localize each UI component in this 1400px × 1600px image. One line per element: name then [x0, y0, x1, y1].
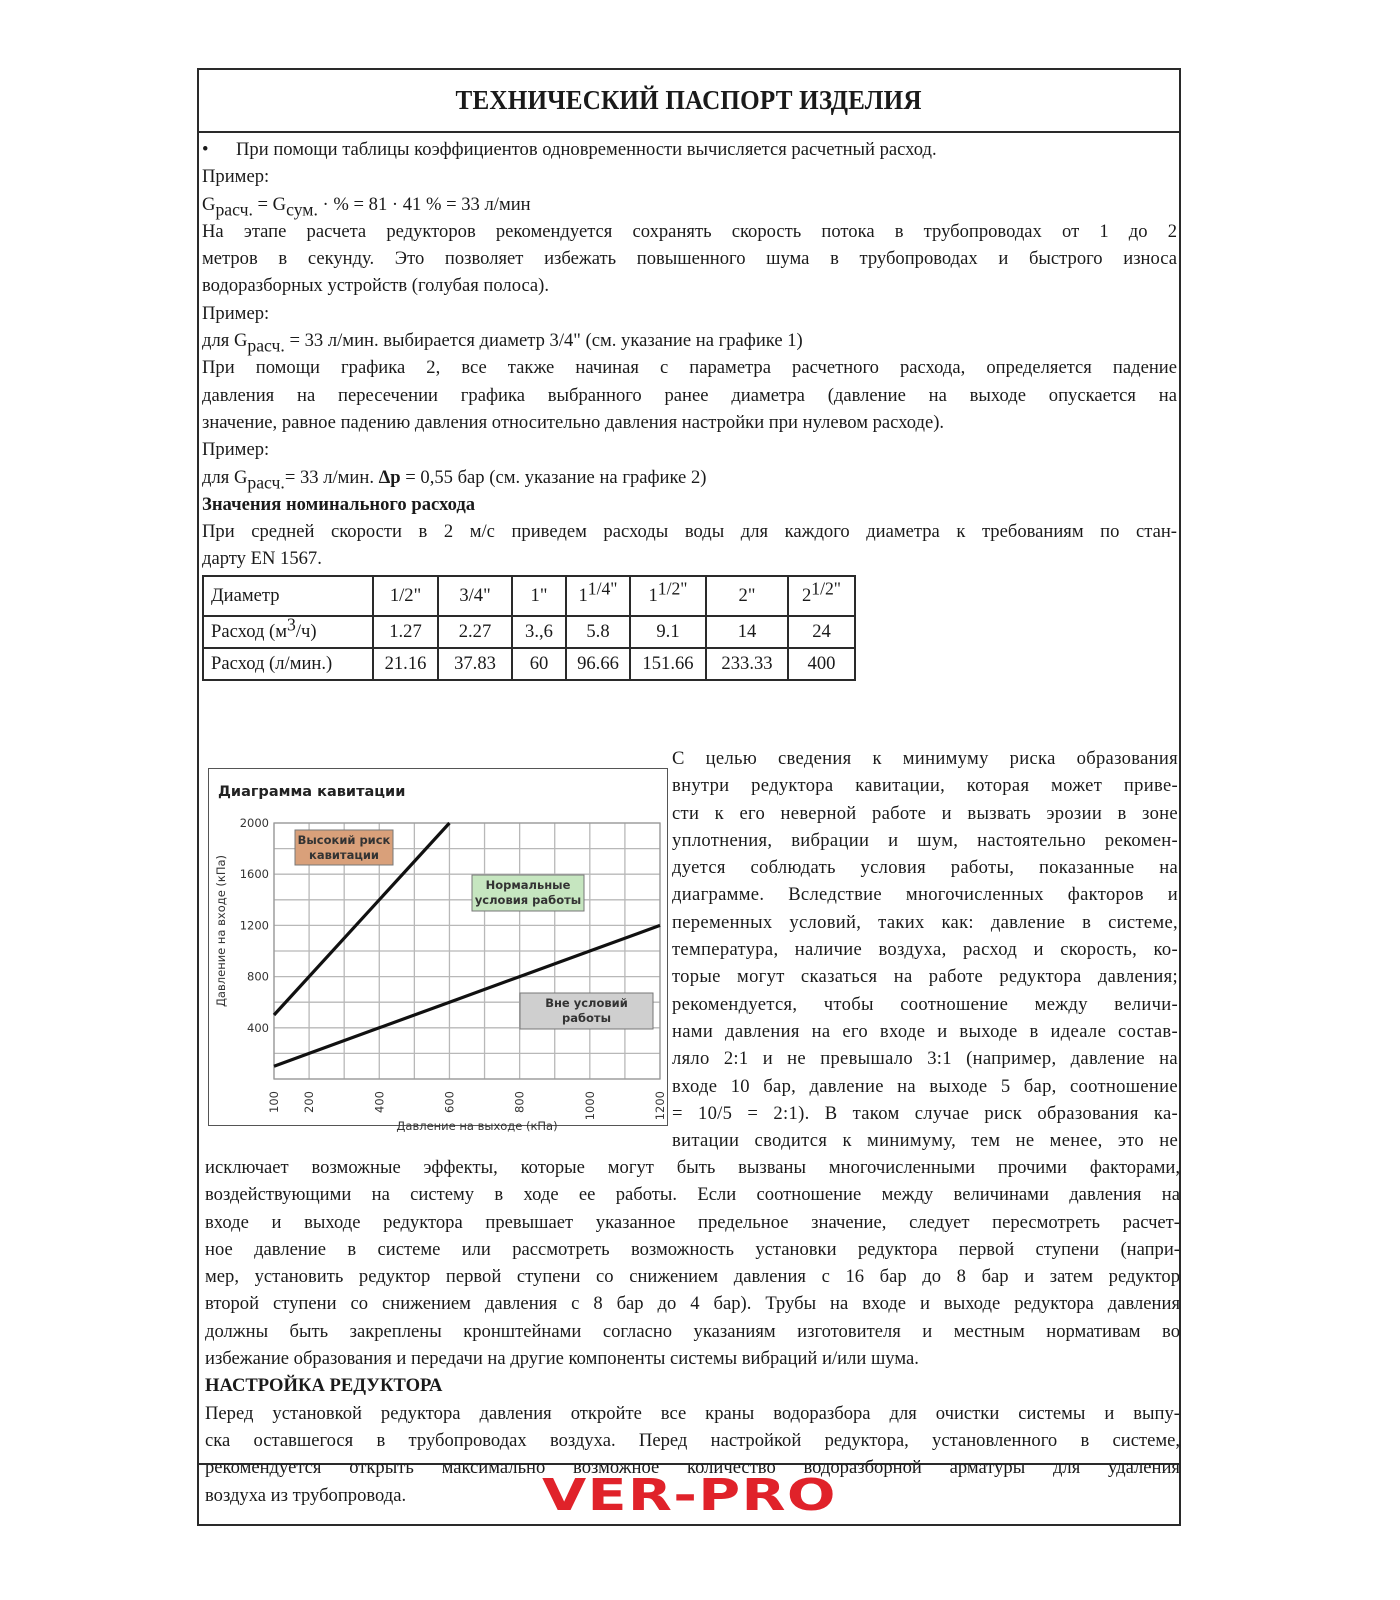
table-cell: 2": [706, 576, 788, 616]
table-cell: 1/2": [373, 576, 438, 616]
page-header: [199, 70, 1179, 133]
cavitation-paragraph-continued: [205, 1154, 1180, 1509]
x-tick-label: 100: [267, 1091, 281, 1113]
page-title: ТЕХНИЧЕСКИЙ ПАСПОРТ ИЗДЕЛИЯ: [455, 85, 923, 115]
annotation-label: Вне условий: [545, 996, 628, 1010]
bottom-text-line: избежание образования и передачи на другие компоненты системы вибраций и/или шума.: [205, 1348, 919, 1370]
table-cell: 1": [512, 576, 566, 616]
table-cell: 5.8: [566, 616, 630, 648]
side-text-line: внутри редуктора кавитации, которая может приве-: [672, 775, 1178, 797]
bullet-icon: •: [202, 139, 209, 160]
side-text-line: входе 10 бар, давление на выходе 5 бар, соотношение: [672, 1075, 1178, 1097]
setup-text-line: рекомендуется открыть максимально возможное количество водоразборной арматуры для удаления: [205, 1457, 1180, 1479]
cavitation-chart-plot: [209, 769, 667, 1133]
x-tick-label: 1000: [582, 1091, 597, 1121]
example-label: Пример:: [202, 302, 270, 324]
nominal-heading: Значения номинального расхода: [202, 493, 476, 515]
speed-paragraph-line-1: На этапе расчета редукторов рекомендуется сохранять скорость потока в трубопроводах от 1 до 2: [202, 220, 1177, 242]
table-cell: 9.1: [630, 616, 706, 648]
y-tick-label: 400: [247, 1020, 269, 1035]
table-header-cell: Расход $(м^3/ч)$: [203, 616, 373, 648]
table-cell: 400: [788, 648, 855, 680]
bottom-text-line: второй ступени со снижением давления с 8 бар до 4 бар). Трубы на входе и выходе редуктора давления: [205, 1293, 1180, 1315]
table-cell: 1.27: [373, 616, 438, 648]
x-tick-label: 1200: [653, 1091, 667, 1121]
example-label: Пример:: [202, 166, 270, 188]
table-cell: 21.16: [373, 648, 438, 680]
setup-text-line: воздуха из трубопровода.: [205, 1484, 407, 1506]
y-tick-label: 1600: [239, 867, 269, 882]
annotation-label: Высокий риск: [297, 833, 391, 847]
x-axis-label: Давление на выходе (кПа): [396, 1119, 558, 1133]
table-header-cell: Диаметр: [203, 576, 373, 616]
annotation-label: Нормальные: [485, 878, 571, 892]
table-cell: 151.66: [630, 648, 706, 680]
table-cell: 14: [706, 616, 788, 648]
table-cell: 233.33: [706, 648, 788, 680]
speed-paragraph-line-2: метров в секунду. Это позволяет избежать повышенного шума в трубопроводах и быстрого износа: [202, 248, 1177, 270]
annotation-label: условия работы: [474, 893, 582, 907]
x-tick-label: 600: [442, 1091, 457, 1113]
x-tick-label: 200: [302, 1091, 317, 1113]
bottom-text-line: ное давление в системе или рассмотреть возможность установки редуктора первой ступени (напри-: [205, 1238, 1180, 1260]
cavitation-paragraph: [672, 745, 1178, 1154]
side-text-line: диаграмме. Вследствие многочисленных факторов и: [672, 884, 1178, 906]
x-tick-label: 800: [512, 1091, 527, 1113]
table-cell: 60: [512, 648, 566, 680]
table-cell: $1^{1/4"}$: [566, 576, 630, 616]
side-text-line: торые могут сказаться на работе редуктора давления;: [672, 966, 1178, 988]
side-text-line: рекомендуется, чтобы соотношение между величи-: [672, 993, 1178, 1015]
table-cell: 3/4": [438, 576, 512, 616]
y-tick-label: 2000: [239, 816, 269, 830]
setup-text-line: Перед установкой редуктора давления откройте все краны водоразбора для очистки системы и выпу-: [205, 1402, 1180, 1424]
annotation-label: кавитации: [309, 848, 379, 862]
nominal-paragraph-line-2: дарту EN 1567.: [202, 548, 322, 570]
setup-heading: НАСТРОЙКА РЕДУКТОРА: [205, 1375, 443, 1397]
bottom-text-line: воздействующими на систему в ходе ее работы. Если соотношение между величинами давления на: [205, 1184, 1180, 1206]
nominal-flow-table: [202, 575, 856, 681]
side-text-line: = 10/5 = 2:1). В таком случае риск образования ка-: [672, 1102, 1178, 1124]
side-text-line: С целью сведения к минимуму риска образования: [672, 748, 1178, 769]
speed-paragraph-line-3: водоразборных устройств (голубая полоса).: [202, 275, 550, 297]
table-row-diameter: [203, 576, 855, 616]
side-text-line: сти к его неверной работе и вызвать эрозии в зоне: [672, 802, 1178, 824]
example-dp-line: для $G_{расч.}= 33$ л/мин. Δp = 0,55 бар (см. указание на графике 2): [202, 466, 707, 493]
table-row-flow-lmin: [203, 648, 855, 680]
graph2-paragraph-line-3: значение, равное падению давления относительно давления настройки при нулевом расходе).: [202, 411, 945, 433]
side-text-line: температура, наличие воздуха, расход и скорость, ко-: [672, 939, 1178, 961]
bottom-text-line: входе и выходе редуктора превышает указанное предельное значение, следует пересмотреть расчет-: [205, 1211, 1180, 1233]
x-tick-label: 400: [372, 1091, 387, 1113]
page-footer: [199, 1463, 1179, 1526]
formula-line: $G_{расч.} = G_{сум.}$ · % = 81 · 41 % = 33 л/мин: [202, 193, 531, 220]
document-page: [197, 68, 1181, 1526]
example-label: Пример:: [202, 439, 270, 461]
table-cell: 3.,6: [512, 616, 566, 648]
side-text-line: уплотнения, вибрации и шум, настоятельно рекомен-: [672, 829, 1178, 851]
side-text-line: переменных условий, таких как: давление в системе,: [672, 911, 1178, 933]
graph2-paragraph-line-1: При помощи графика 2, все также начиная с параметра расчетного расхода, определяется падение: [202, 357, 1177, 379]
example-diameter-line: для $G_{расч.} = 33$ л/мин. выбирается диаметр 3/4" (см. указание на графике 1): [202, 330, 803, 356]
table-cell: $2^{1/2"}$: [788, 576, 855, 616]
side-text-line: витации сводится к минимуму, тем не менее, это не: [672, 1130, 1178, 1152]
cavitation-chart: [208, 768, 668, 1133]
y-axis-label: Давление на входе (кПа): [214, 854, 228, 1008]
table-row-flow-m3h: [203, 616, 855, 648]
y-tick-label: 800: [247, 969, 269, 984]
table-header-cell: Расход (л/мин.): [203, 648, 373, 680]
table-cell: 2.27: [438, 616, 512, 648]
table-cell: 24: [788, 616, 855, 648]
graph2-paragraph-line-2: давления на пересечении графика выбранного ранее диаметра (давление на выходе опускается на: [202, 384, 1177, 406]
y-tick-label: 1200: [239, 918, 269, 933]
bottom-text-line: мер, установить редуктор первой ступени со снижением давления с 16 бар до 8 бар и затем редуктор: [205, 1266, 1180, 1288]
table-cell: 96.66: [566, 648, 630, 680]
brand-logo: VER-PRO: [541, 1470, 837, 1521]
table-cell: 37.83: [438, 648, 512, 680]
chart-title: Диаграмма кавитации: [218, 784, 406, 800]
side-text-line: ляло 2:1 и не превышало 3:1 (например, давление на: [672, 1048, 1178, 1070]
side-text-line: дуется соблюдать условия работы, показанные на: [672, 857, 1178, 879]
annotation-label: работы: [562, 1011, 611, 1025]
side-text-line: нами давления на его входе и выходе в идеале состав-: [672, 1020, 1178, 1042]
nominal-paragraph-line-1: При средней скорости в 2 м/с приведем расходы воды для каждого диаметра к требованиям по стан-: [202, 521, 1177, 543]
bottom-text-line: исключает возможные эффекты, которые могут быть вызваны многочисленными прочими факторами,: [205, 1157, 1180, 1178]
bullet-line: • При помощи таблицы коэффициентов одновременности вычисляется расчетный расход.: [202, 136, 1177, 163]
table-cell: $1^{1/2"}$: [630, 576, 706, 616]
bottom-text-line: должны быть закреплены кронштейнами согласно указаниям изготовителя и местным нормативам во: [205, 1320, 1180, 1342]
setup-text-line: ска оставшегося в трубопроводах воздуха. Перед настройкой редуктора, установленного в системе,: [205, 1429, 1180, 1451]
